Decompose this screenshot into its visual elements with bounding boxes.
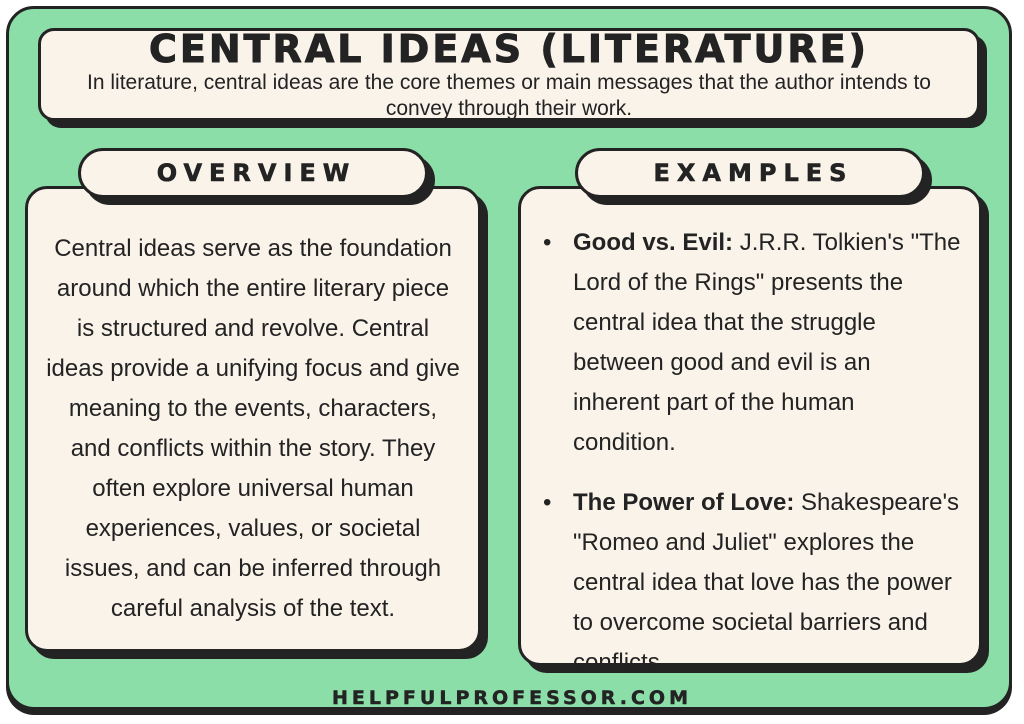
footer [0, 687, 1024, 709]
example-good-vs-evil [573, 223, 963, 463]
overview-label: OVERVIEW [156, 159, 357, 187]
example-lead: Good vs. Evil: [573, 229, 734, 256]
examples-card [518, 186, 982, 676]
example-text: Shakespeare's "Romeo and Juliet" explores the central idea that love has the power to overcome societal barriers and conflicts. [573, 489, 960, 676]
example-lead: The Power of Love: [573, 489, 795, 516]
list-item [543, 483, 963, 683]
example-power-of-love [573, 483, 963, 683]
page-title: CENTRAL IDEAS (LITERATURE) [148, 26, 869, 71]
examples-list [521, 189, 979, 683]
list-item [543, 223, 963, 463]
examples-pill [575, 148, 925, 198]
overview-card [25, 186, 481, 652]
site-name: HELPFULPROFESSOR.COM [332, 687, 692, 709]
examples-label: EXAMPLES [653, 159, 854, 187]
overview-body-text: Central ideas serve as the foundation around which the entire literary piece is structured and revolve. Central ideas provide a unifying focus and give meaning to the events, characters, and conflicts within the story. They often explore universal human experiences, values, or societal issues, and can be inferred through careful analysis of the text. [46, 235, 460, 622]
page-subtitle: In literature, central ideas are the core themes or main messages that the author intends to convey through their work. [87, 70, 931, 120]
header-card [38, 28, 980, 121]
overview-pill [78, 148, 428, 198]
bullet-icon: • [543, 229, 552, 256]
bullet-icon: • [543, 489, 552, 516]
example-text: J.R.R. Tolkien's "The Lord of the Rings" presents the central idea that the struggle between good and evil is an inherent part of the human condition. [573, 229, 961, 456]
